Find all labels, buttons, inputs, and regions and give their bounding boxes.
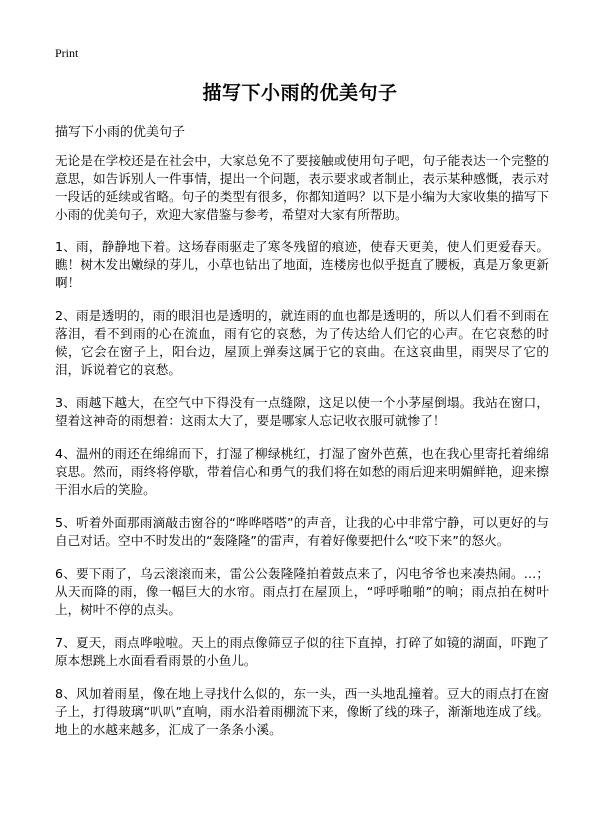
sentence-paragraph-5: 5、听着外面那雨滴敲击窗谷的“哗哗嗒嗒”的声音，让我的心中非常宁静，可以更好的与自己对话。空中不时发出的“轰隆隆”的雷声，有着好像要把什么“咬下来”的怒火。 <box>55 515 549 548</box>
sentence-paragraph-6: 6、要下雨了，乌云滚滚而来，雷公公轰隆隆拍着鼓点来了，闪电爷爷也来凑热闹。…；从天而降的雨，像一幅巨大的水帘。雨点打在屋顶上，“呼呼啪啪”的响；雨点拍在树叶上，树叶不停的点头。 <box>55 566 549 617</box>
document-subtitle: 描写下小雨的优美句子 <box>55 125 186 140</box>
sentence-paragraph-8: 8、风加着雨星，像在地上寻找什么似的，东一头，西一头地乱撞着。豆大的雨点打在窗子上，打得玻璃“叭叭”直响，雨水沿着雨棚流下来，像断了线的珠子，渐渐地连成了线。地上的水越来越多，汇成了一条条小溪。 <box>55 686 549 737</box>
document-body <box>55 152 549 754</box>
sentence-paragraph-1: 1、雨，静静地下着。这场春雨驱走了寒冬残留的痕迹，使春天更美，使人们更爱春天。瞧！树木发出嫩绿的芽儿，小草也钻出了地面，连楼房也似乎挺直了腰板，真是万象更新啊！ <box>55 239 549 290</box>
sentence-paragraph-7: 7、夏天，雨点哗啦啦。天上的雨点像筛豆子似的往下直掉，打碎了如镜的湖面，吓跑了原本想跳上水面看看雨景的小鱼儿。 <box>55 635 549 668</box>
print-link[interactable]: Print <box>55 46 79 60</box>
sentence-paragraph-3: 3、雨越下越大，在空气中下得没有一点缝隙，这足以使一个小茅屋倒塌。我站在窗口，望着这神奇的雨想着：这雨太大了，要是哪家人忘记收衣服可就惨了！ <box>55 395 549 428</box>
page-title: 描写下小雨的优美句子 <box>202 82 398 104</box>
sentence-paragraph-4: 4、温州的雨还在绵绵而下，打湿了柳绿桃红，打湿了窗外芭蕉，也在我心里寄托着绵绵哀思。然而，雨终将停歇，带着信心和勇气的我们将在如愁的雨后迎来明媚鲜艳，迎来擦干泪水后的笑脸。 <box>55 446 549 497</box>
sentence-paragraph-2: 2、雨是透明的，雨的眼泪也是透明的，就连雨的血也都是透明的，所以人们看不到雨在落泪，看不到雨的心在流血，雨有它的哀愁，为了传达给人们它的心声。在它哀愁的时候，它会在窗子上，阳台边，屋顶上弹奏这属于它的哀曲。在这哀曲里，雨哭尽了它的泪，诉说着它的哀愁。 <box>55 308 549 377</box>
intro-paragraph: 无论是在学校还是在社会中，大家总免不了要接触或使用句子吧，句子能表达一个完整的意思，如告诉别人一件事情，提出一个问题，表示要求或者制止，表示某种感慨，表示对一段话的延续或省略。句子的类型有很多，你都知道吗？以下是小编为大家收集的描写下小雨的优美句子，欢迎大家借鉴与参考，希望对大家有所帮助。 <box>55 153 549 222</box>
